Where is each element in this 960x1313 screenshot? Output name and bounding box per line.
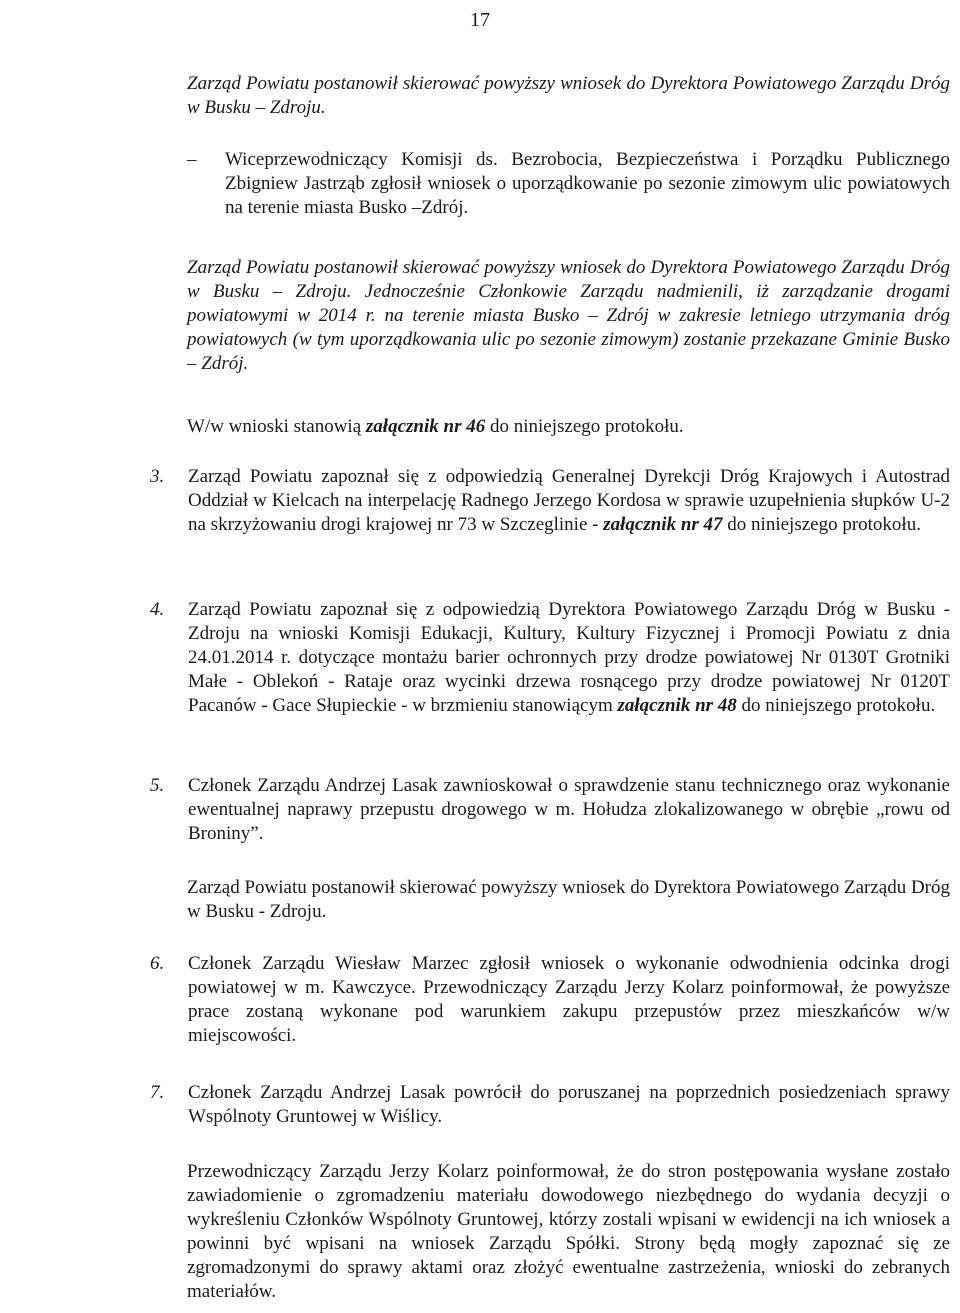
dash-marker: – — [187, 149, 197, 170]
item-number: 6. — [150, 953, 165, 974]
item-number: 4. — [150, 599, 165, 620]
paragraph-chairman-info: Przewodniczący Zarządu Jerzy Kolarz poinformował, że do stron postępowania wysłane zostało zawiadomienie o zgromadzeniu materiału dowodowego niezbędnego do wydania decyzji o wykreśleniu Członków Wspólnoty Gruntowej, którzy zostali wpisani w ewidencji na ich wniosek a powinni być wpisani na wniosek Zarządu Spółki. Strony będą mogły zapoznać się ze zgromadzonymi do sprawy aktami oraz złożyć ewentualne zastrzeżenia, wnioski do zebranych materiałów. — [187, 1161, 950, 1302]
dash-list-item — [187, 148, 950, 220]
item-number: 3. — [150, 466, 165, 487]
item-text: Członek Zarządu Wiesław Marzec zgłosił wniosek o wykonanie odwodnienia odcinka drogi powiatowej w m. Kawczyce. Przewodniczący Zarządu Jerzy Kolarz poinformował, że powyższe prace zostaną wykonane pod warunkiem zakupu przepustów przez mieszkańców w/w miejscowości. — [188, 953, 950, 1046]
item-number: 7. — [150, 1082, 165, 1103]
paragraph-decision-1: Zarząd Powiatu postanowił skierować powyższy wniosek do Dyrektora Powiatowego Zarządu Dróg w Busku – Zdroju. — [187, 73, 950, 118]
text-segment: do niniejszego protokołu. — [485, 416, 684, 437]
paragraph-decision-2: Zarząd Powiatu postanowił skierować powyższy wniosek do Dyrektora Powiatowego Zarządu Dróg w Busku – Zdroju. Jednocześnie Członkowie Zarządu nadmienili, iż zarządzanie drogami powiatowymi w 2014 r. na terenie miasta Busko – Zdrój w zakresie letniego utrzymania dróg powiatowych (w tym uporządkowania ulic po sezonie zimowym) zostanie przekazane Gminie Busko – Zdrój. — [187, 257, 950, 374]
paragraph-attachment-46 — [187, 415, 950, 439]
numbered-item-3 — [150, 465, 950, 537]
dash-item-text: Wiceprzewodniczący Komisji ds. Bezrobocia, Bezpieczeństwa i Porządku Publicznego Zbigniew Jastrząb zgłosił wniosek o uporządkowanie po sezonie zimowym ulic powiatowych na terenie miasta Busko –Zdrój. — [225, 149, 950, 218]
numbered-item-6 — [150, 952, 950, 1048]
paragraph-decision-5: Zarząd Powiatu postanowił skierować powyższy wniosek do Dyrektora Powiatowego Zarządu Dróg w Busku - Zdroju. — [187, 877, 950, 922]
text-segment: do niniejszego protokołu. — [722, 514, 921, 535]
item-text — [188, 598, 950, 718]
text-segment: Zarząd Powiatu zapoznał się z odpowiedzią Generalnej Dyrekcji Dróg Krajowych i Autostrad Oddział w Kielcach na interpelację Radnego Jerzego Kordosa w sprawie uzupełnienia słupków U-2 na skrzyżowaniu drogi krajowej nr 73 w Szczeglinie - — [188, 466, 950, 535]
text-segment: W/w wnioski stanowią — [187, 416, 366, 437]
item-text — [188, 465, 950, 537]
numbered-item-5 — [150, 774, 950, 846]
page-number: 17 — [470, 9, 490, 31]
text-segment: do niniejszego protokołu. — [736, 695, 936, 716]
numbered-item-7 — [150, 1081, 950, 1129]
item-text: Członek Zarządu Andrzej Lasak powrócił do poruszanej na poprzednich posiedzeniach sprawy Wspólnoty Gruntowej w Wiślicy. — [188, 1082, 950, 1127]
numbered-item-4 — [150, 598, 950, 718]
item-number: 5. — [150, 775, 165, 796]
text-segment: Zarząd Powiatu zapoznał się z odpowiedzią Dyrektora Powiatowego Zarządu Dróg w Busku - Zdroju na wnioski Komisji Edukacji, Kultury, Kultury Fizycznej i Promocji Powiatu z dnia 24.01.2014 r. dotyczące montażu barier ochronnych przy drodze powiatowej Nr 0130T Grotniki Małe - Oblekoń - Rataje oraz wycinki drzewa rosnącego przy drodze powiatowej Nr 0120T Pacanów - Gace Słupieckie - w brzmieniu stanowiącym — [188, 599, 950, 716]
attachment-reference: załącznik nr 47 — [603, 514, 723, 535]
attachment-reference: załącznik nr 46 — [365, 416, 486, 437]
attachment-reference: załącznik nr 48 — [617, 695, 737, 716]
item-text: Członek Zarządu Andrzej Lasak zawnioskował o sprawdzenie stanu technicznego oraz wykonanie ewentualnej naprawy przepustu drogowego w m. Hołudza zlokalizowanego w obrębie „rowu od Broniny”. — [188, 775, 950, 844]
